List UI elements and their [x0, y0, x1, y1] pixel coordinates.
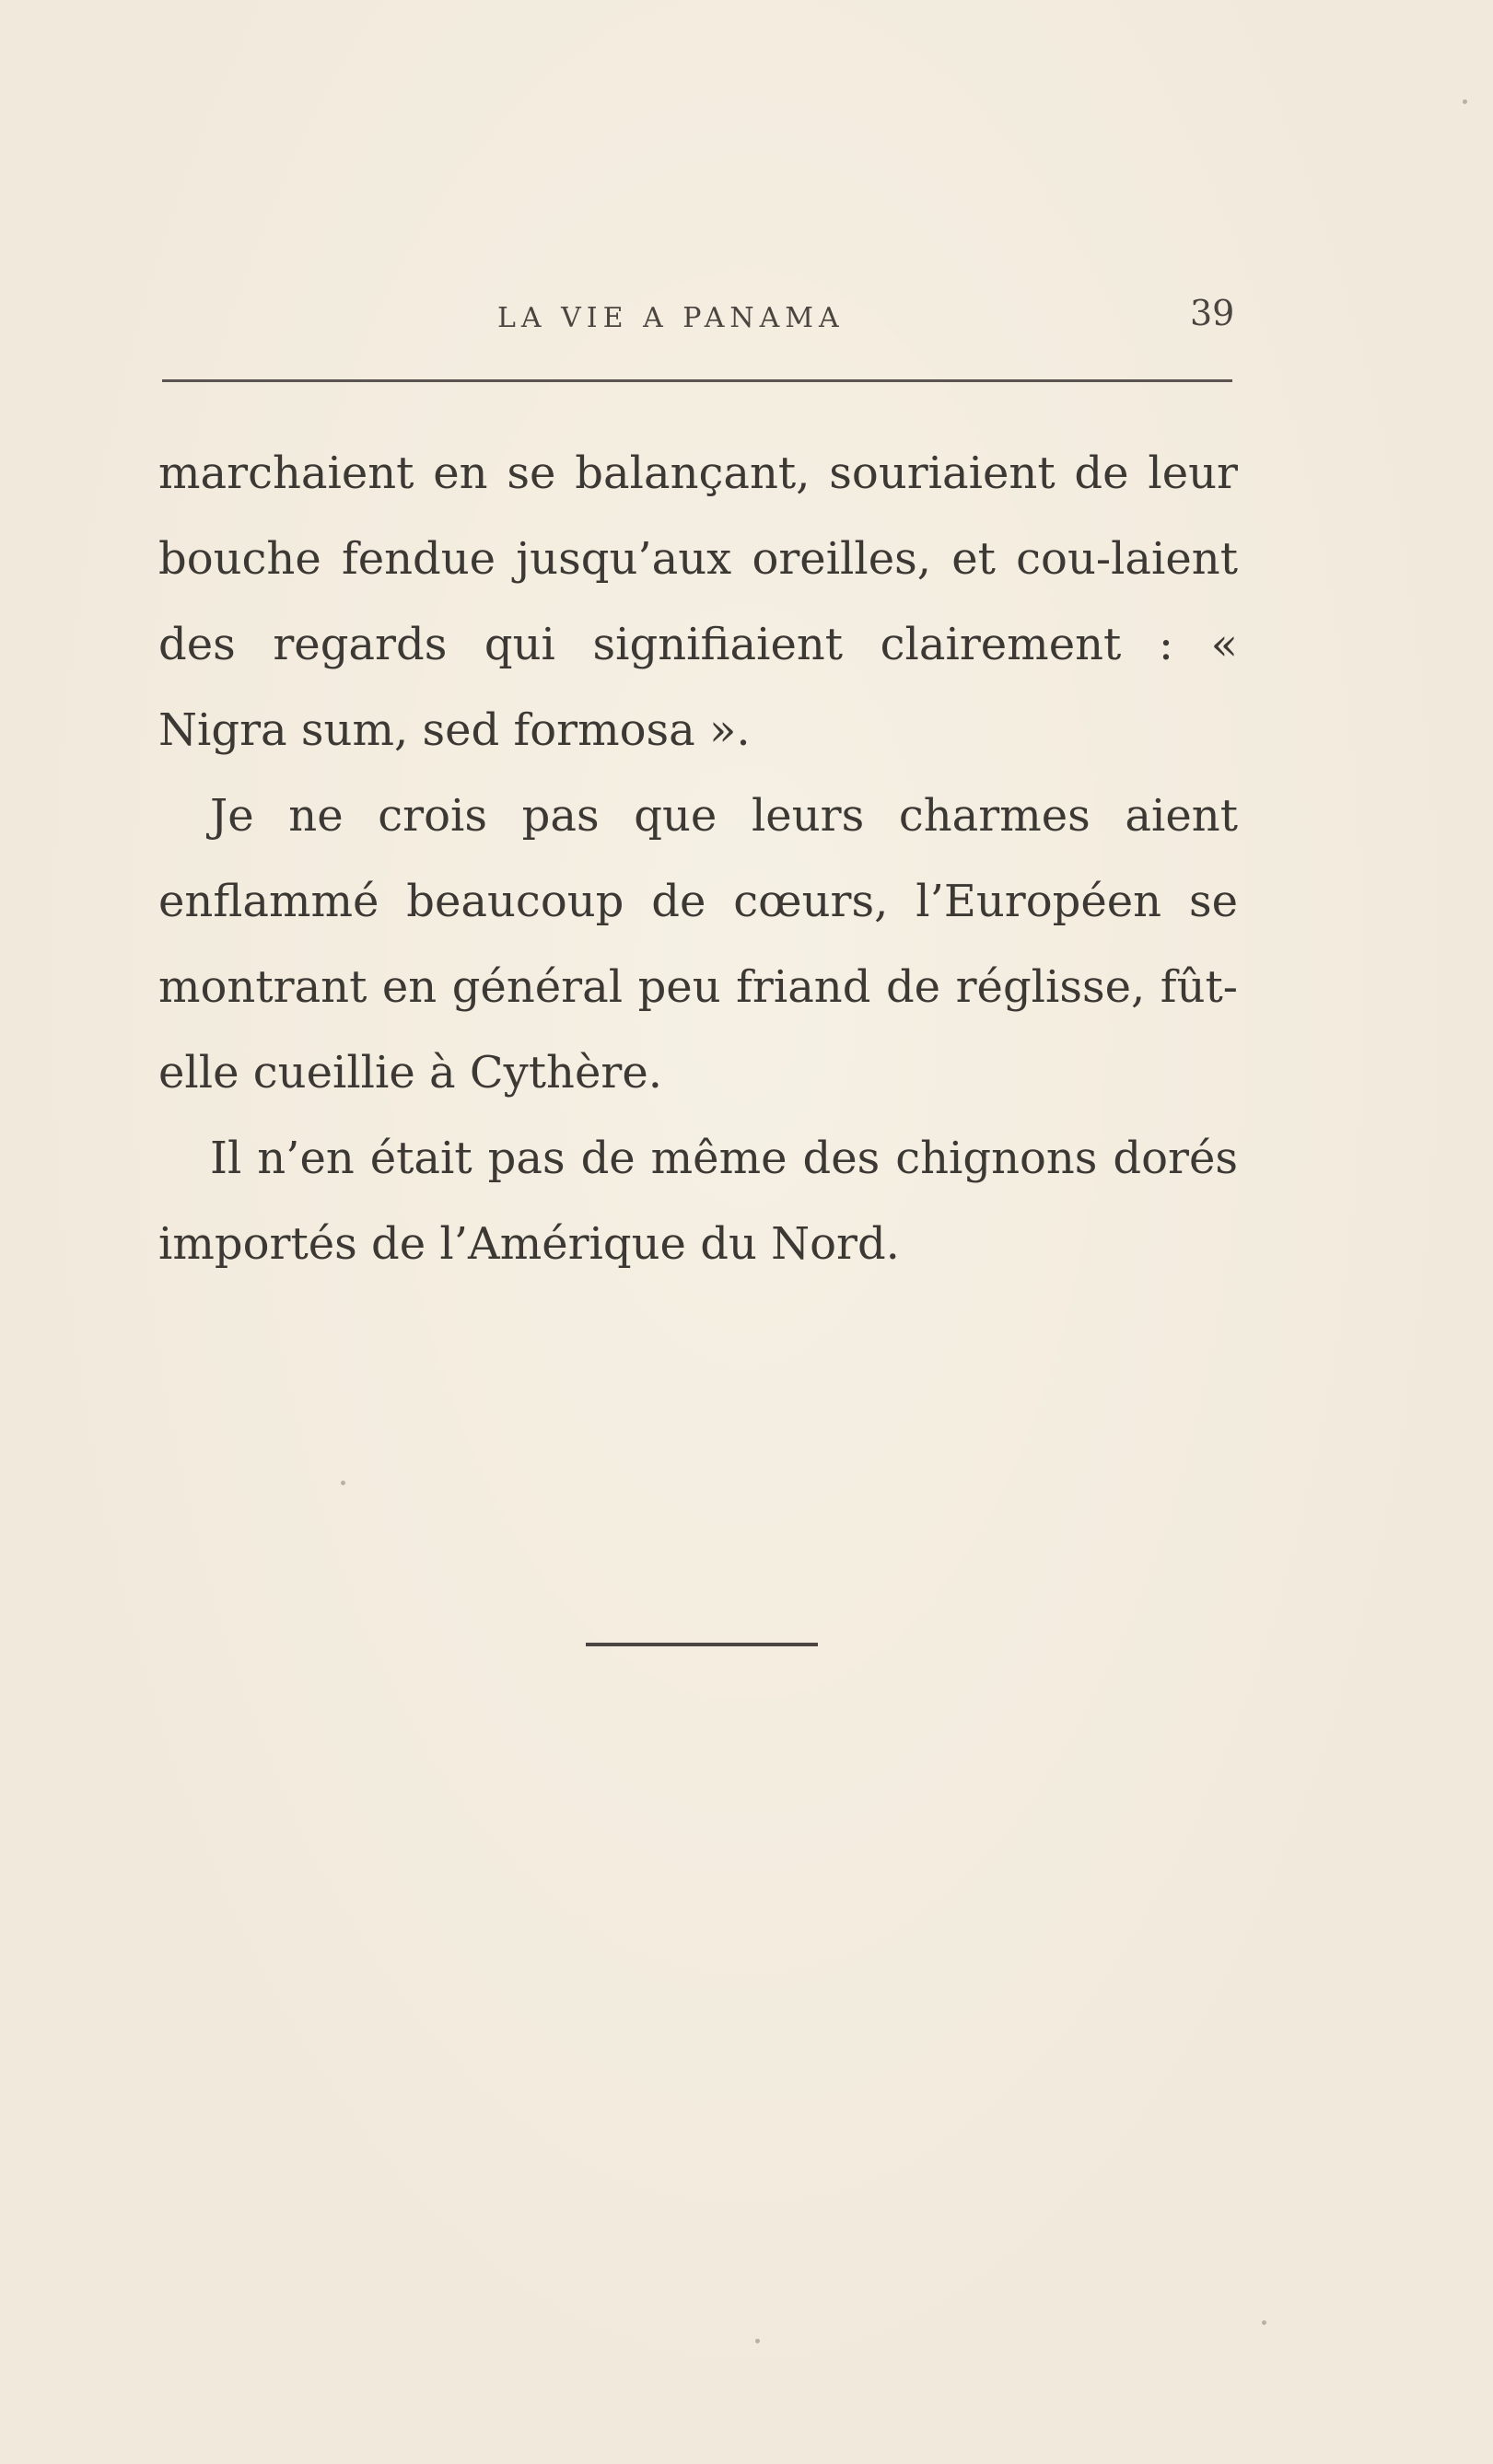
paper-speck	[755, 2339, 760, 2343]
page-number: 39	[1190, 293, 1235, 333]
paper-speck	[1463, 99, 1467, 104]
paragraph: Je ne crois pas que leurs charmes aient enflammé beaucoup de cœurs, l’Européen se montrant en général peu friand de réglisse, fût-elle cueillie à Cythère.	[158, 790, 1238, 1098]
body-text	[158, 431, 1238, 1287]
paragraph: Il n’en était pas de même des chignons dorés importés de l’Amérique du Nord.	[158, 1133, 1238, 1270]
paragraph: marchaient en se balançant, souriaient de leur bouche fendue jusqu’aux oreilles, et cou-laient des regards qui signifiaient clairement : « Nigra sum, sed formosa ».	[158, 447, 1238, 756]
header-rule	[162, 379, 1232, 382]
paper-speck	[341, 1481, 345, 1485]
closing-rule	[586, 1643, 818, 1646]
paper-speck	[1262, 2320, 1266, 2325]
running-title: LA VIE A PANAMA	[497, 302, 845, 334]
